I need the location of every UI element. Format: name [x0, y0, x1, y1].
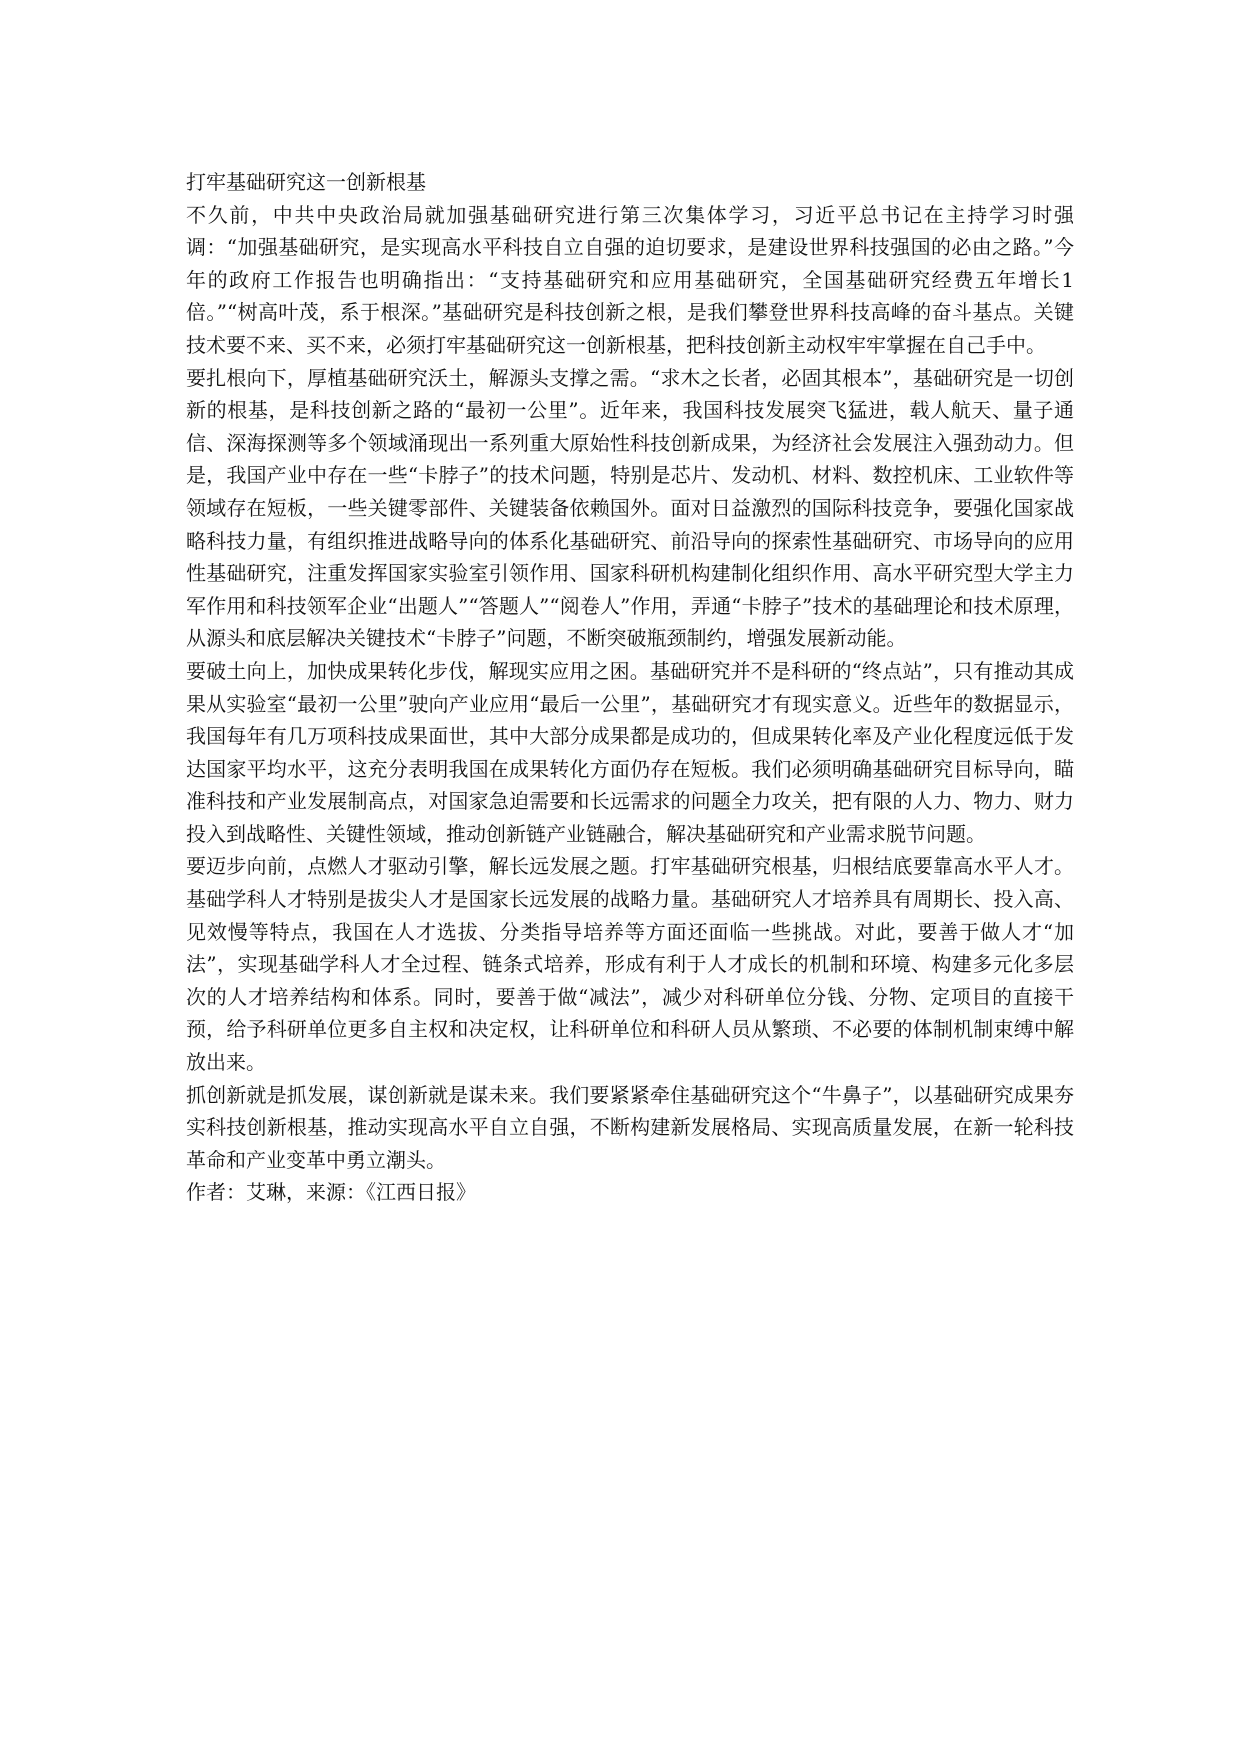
article-title: 打牢基础研究这一创新根基	[186, 170, 426, 194]
paragraph-2: 要扎根向下，厚植基础研究沃土，解源头支撑之需。“求木之长者，必固其根本”，基础研究是一切创新的根基，是科技创新之路的“最初一公里”。近年来，我国科技发展突飞猛进，载人航天、量子通信、深海探测等多个领域涌现出一系列重大原始性科技创新成果，为经济社会发展注入强劲动力。但是，我国产业中存在一些“卡脖子”的技术问题，特别是芯片、发动机、材料、数控机床、工业软件等领域存在短板，一些关键零部件、关键装备依赖国外。面对日益激烈的国际科技竞争，要强化国家战略科技力量，有组织推进战略导向的体系化基础研究、前沿导向的探索性基础研究、市场导向的应用性基础研究，注重发挥国家实验室引领作用、国家科研机构建制化组织作用、高水平研究型大学主力军作用和科技领军企业“出题人”“答题人”“阅卷人”作用，弄通“卡脖子”技术的基础理论和技术原理，从源头和底层解决关键技术“卡脖子”问题，不断突破瓶颈制约，增强发展新动能。	[186, 365, 1074, 651]
paragraph-3: 要破土向上，加快成果转化步伐，解现实应用之困。基础研究并不是科研的“终点站”，只有推动其成果从实验室“最初一公里”驶向产业应用“最后一公里”，基础研究才有现实意义。近些年的数据显示，我国每年有几万项科技成果面世，其中大部分成果都是成功的，但成果转化率及产业化程度远低于发达国家平均水平，这充分表明我国在成果转化方面仍存在短板。我们必须明确基础研究目标导向，瞄准科技和产业发展制高点，对国家急迫需要和长远需求的问题全力攻关，把有限的人力、物力、财力投入到战略性、关键性领域，推动创新链产业链融合，解决基础研究和产业需求脱节问题。	[186, 658, 1074, 846]
paragraph-4: 要迈步向前，点燃人才驱动引擎，解长远发展之题。打牢基础研究根基，归根结底要靠高水平人才。基础学科人才特别是拔尖人才是国家长远发展的战略力量。基础研究人才培养具有周期长、投入高、见效慢等特点，我国在人才选拔、分类指导培养等方面还面临一些挑战。对此，要善于做人才“加法”，实现基础学科人才全过程、链条式培养，形成有利于人才成长的机制和环境、构建多元化多层次的人才培养结构和体系。同时，要善于做“减法”，减少对科研单位分钱、分物、定项目的直接干预，给予科研单位更多自主权和决定权，让科研单位和科研人员从繁琐、不必要的体制机制束缚中解放出来。	[186, 854, 1074, 1075]
paragraph-5: 抓创新就是抓发展，谋创新就是谋未来。我们要紧紧牵住基础研究这个“牛鼻子”，以基础研究成果夯实科技创新根基，推动实现高水平自立自强，不断构建新发展格局、实现高质量发展，在新一轮科技革命和产业变革中勇立潮头。	[186, 1082, 1074, 1172]
article-byline: 作者：艾琳，来源：《江西日报》	[186, 1180, 476, 1205]
article	[186, 166, 1074, 1209]
paragraph-1: 不久前，中共中央政治局就加强基础研究进行第三次集体学习，习近平总书记在主持学习时强调：“加强基础研究，是实现高水平科技自立自强的迫切要求，是建设世界科技强国的必由之路。”今年的政府工作报告也明确指出：“支持基础研究和应用基础研究，全国基础研究经费五年增长1倍。”“树高叶茂，系于根深。”基础研究是科技创新之根，是我们攀登世界科技高峰的奋斗基点。关键技术要不来、买不来，必须打牢基础研究这一创新根基，把科技创新主动权牢牢掌握在自己手中。	[186, 202, 1074, 357]
